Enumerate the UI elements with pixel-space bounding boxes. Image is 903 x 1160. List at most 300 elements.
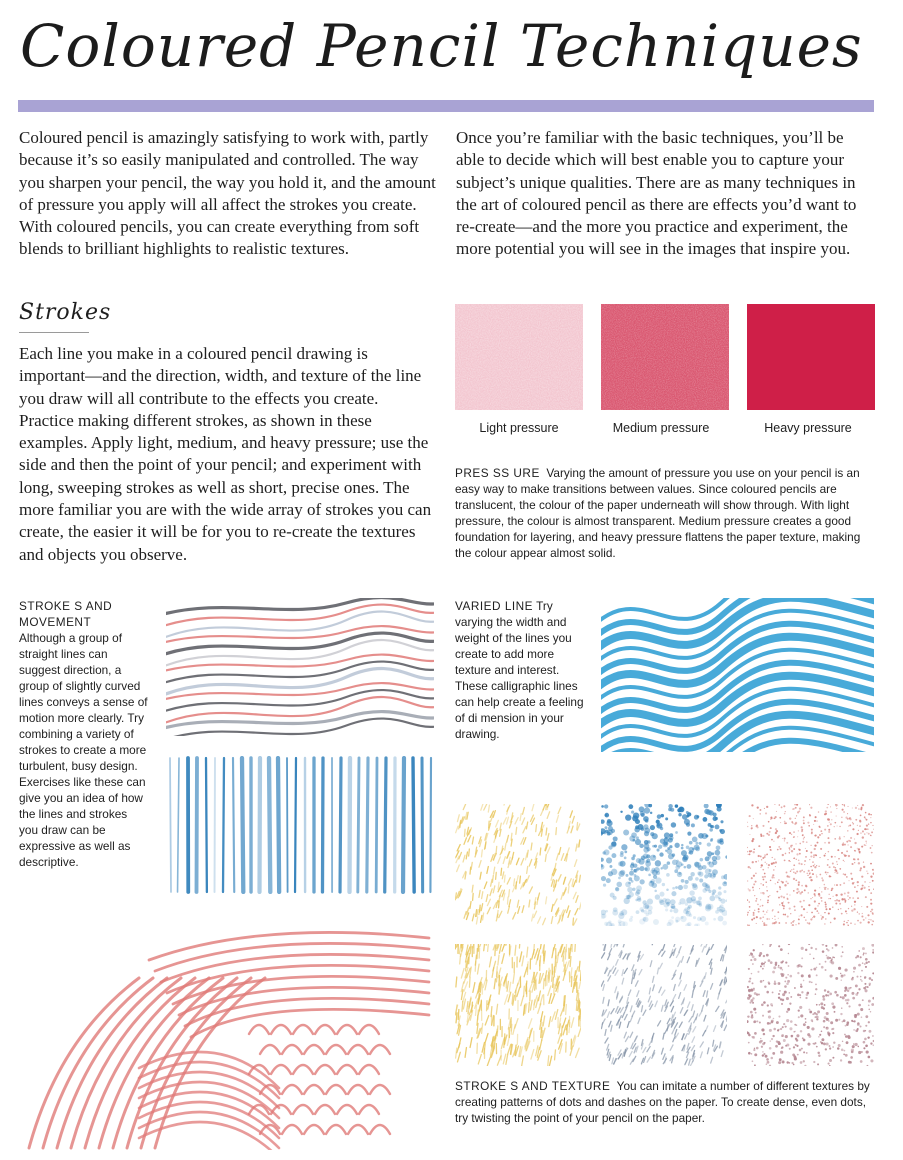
texture-dot xyxy=(869,977,872,980)
texture-dot xyxy=(749,815,751,817)
texture-dot xyxy=(665,817,668,820)
texture-dash xyxy=(603,985,605,991)
texture-dash xyxy=(678,961,680,966)
texture-dash xyxy=(661,1005,663,1011)
texture-dot xyxy=(855,819,857,821)
texture-dot xyxy=(635,899,638,902)
texture-dot xyxy=(780,822,781,823)
texture-dot xyxy=(867,1065,869,1066)
vertical-stroke xyxy=(170,758,171,892)
texture-dot xyxy=(822,879,824,881)
vertical-stroke xyxy=(376,758,377,892)
texture-dot xyxy=(804,917,805,918)
texture-dot xyxy=(773,922,775,924)
texture-dot xyxy=(839,903,841,905)
texture-dash xyxy=(710,963,711,969)
texture-dot xyxy=(836,806,837,807)
texture-dot xyxy=(821,833,823,835)
texture-dot xyxy=(793,1031,795,1033)
texture-dash xyxy=(482,892,483,899)
texture-dot xyxy=(778,965,779,966)
texture-dot xyxy=(623,829,629,835)
texture-dot xyxy=(835,1019,838,1022)
texture-dash xyxy=(632,965,634,971)
vertical-stroke xyxy=(196,758,197,892)
texture-dot xyxy=(801,947,804,950)
texture-dot xyxy=(664,837,667,840)
texture-dot xyxy=(804,864,805,865)
texture-dot xyxy=(633,854,636,857)
texture-dash xyxy=(483,913,484,920)
texture-dash xyxy=(607,1049,609,1055)
texture-dot xyxy=(824,923,826,925)
texture-dot xyxy=(849,1061,852,1064)
texture-dash xyxy=(470,867,471,874)
texture-dot xyxy=(805,885,807,887)
texture-dot xyxy=(694,815,699,820)
texture-dot xyxy=(718,916,724,922)
texture-dot xyxy=(814,1042,816,1044)
texture-dash xyxy=(624,1032,626,1038)
texture-dot xyxy=(710,839,713,842)
texture-dot xyxy=(801,869,803,871)
texture-dot xyxy=(867,986,869,988)
texture-dot xyxy=(796,1034,799,1037)
texture-dot xyxy=(865,812,867,814)
texture-dot xyxy=(772,857,773,858)
texture-dot xyxy=(840,996,842,998)
texture-dot xyxy=(671,906,674,909)
texture-dot xyxy=(666,902,670,906)
texture-dot xyxy=(758,993,760,995)
texture-dot xyxy=(803,838,804,839)
texture-dot xyxy=(873,1040,874,1042)
texture-dot xyxy=(841,913,843,915)
texture-dot xyxy=(695,877,699,881)
texture-dot xyxy=(711,825,714,828)
texture-dot xyxy=(842,996,845,999)
texture-dash xyxy=(688,1002,690,1008)
texture-dot xyxy=(667,848,673,854)
texture-dot xyxy=(620,851,624,855)
texture-dot xyxy=(629,871,634,876)
texture-dot xyxy=(769,831,771,833)
texture-dot xyxy=(796,859,797,860)
texture-dot xyxy=(789,849,790,850)
texture-dot xyxy=(669,845,672,848)
texture-dot xyxy=(609,865,612,868)
scallop-stroke xyxy=(315,1025,335,1034)
texture-dot xyxy=(707,842,711,846)
pressure-caption-text: Varying the amount of pressure you use on your pencil is an easy way to make transitions between values. Since coloured pencils are translucent, the colour of the paper underneath will show through. With light pressure, the colour is almost transparent. Medium pressure creates a good foundation for layering, and heavy pressure flattens the paper texture, making the colour appear almost solid. xyxy=(455,466,861,560)
texture-dot xyxy=(763,1042,765,1044)
texture-dot xyxy=(719,906,722,909)
texture-dot xyxy=(847,895,848,896)
texture-dot xyxy=(752,886,754,888)
texture-dot xyxy=(768,834,770,836)
texture-dot xyxy=(686,823,690,827)
texture-dot xyxy=(818,811,820,813)
texture-dot xyxy=(845,855,847,857)
texture-dot xyxy=(764,873,766,875)
texture-dot xyxy=(783,1023,785,1025)
texture-dot xyxy=(848,899,849,900)
texture-dot xyxy=(821,877,823,879)
swatch-light-image xyxy=(455,304,583,410)
texture-dot xyxy=(776,830,778,832)
texture-dot xyxy=(807,822,809,824)
texture-dot xyxy=(689,850,693,854)
texture-dot xyxy=(752,861,754,863)
texture-dot xyxy=(759,917,761,919)
texture-dot xyxy=(722,921,727,926)
texture-dot xyxy=(666,889,669,892)
scallop-stroke xyxy=(260,1045,280,1054)
texture-dot xyxy=(762,916,764,918)
texture-dash xyxy=(485,842,486,849)
scallop-stroke xyxy=(271,1025,291,1034)
texture-dot xyxy=(834,918,836,920)
texture-dash xyxy=(553,977,554,987)
texture-dash xyxy=(601,1023,602,1029)
texture-dot xyxy=(826,807,828,809)
texture-dot xyxy=(679,898,685,904)
texture-dot xyxy=(818,866,819,867)
texture-dot xyxy=(823,1026,825,1028)
texture-dot xyxy=(814,848,816,850)
texture-dot xyxy=(868,813,870,815)
texture-dash xyxy=(489,957,491,967)
texture-dash xyxy=(675,1030,677,1036)
texture-dash xyxy=(605,1030,606,1036)
texture-dash xyxy=(632,1011,635,1016)
vertical-stroke xyxy=(340,758,341,892)
texture-dot xyxy=(681,844,683,846)
texture-dash xyxy=(529,887,532,893)
texture-dot xyxy=(857,881,859,883)
texture-dot xyxy=(707,851,712,856)
texture-dot xyxy=(748,990,751,993)
texture-dash xyxy=(679,1022,682,1027)
texture-dot xyxy=(829,974,832,977)
vertical-stroke xyxy=(287,758,288,892)
texture-dot xyxy=(857,805,858,806)
texture-dash xyxy=(546,828,547,835)
texture-dot xyxy=(826,874,827,875)
texture-dash xyxy=(700,1052,702,1058)
texture-dot xyxy=(824,1004,826,1006)
texture-dot xyxy=(788,965,790,967)
texture-dot xyxy=(835,867,837,869)
vertical-stroke xyxy=(385,758,386,892)
texture-dot xyxy=(829,993,832,996)
texture-dash xyxy=(506,1055,508,1065)
texture-dot xyxy=(830,823,832,825)
texture-dot xyxy=(834,884,835,885)
texture-dot xyxy=(826,955,828,957)
texture-dash xyxy=(470,901,471,908)
texture-dash xyxy=(602,953,605,958)
texture-dot xyxy=(772,910,773,911)
texture-dot xyxy=(670,899,676,905)
texture-dot xyxy=(763,879,765,881)
texture-dot xyxy=(851,863,853,865)
texture-dot xyxy=(758,911,760,913)
texture-dot xyxy=(781,1060,784,1063)
texture-dot xyxy=(713,813,717,817)
texture-dash xyxy=(659,987,661,993)
texture-dash xyxy=(659,949,662,954)
texture-dot xyxy=(774,981,776,983)
texture-dash xyxy=(575,944,576,951)
texture-dot xyxy=(838,967,841,970)
texture-dot xyxy=(782,993,785,996)
texture-dot xyxy=(796,892,798,894)
texture-dot xyxy=(780,848,782,850)
texture-dash xyxy=(552,948,554,958)
texture-dot xyxy=(698,872,703,877)
texture-dot xyxy=(807,1033,810,1036)
texture-dot xyxy=(693,916,696,919)
texture-dash xyxy=(481,915,482,922)
texture-dot xyxy=(832,1006,835,1009)
texture-dot xyxy=(788,902,790,904)
texture-dot xyxy=(848,920,849,921)
texture-dot xyxy=(824,888,826,890)
texture-dash xyxy=(564,996,565,1006)
texture-dot xyxy=(747,847,748,848)
texture-dot xyxy=(700,858,704,862)
texture-dash xyxy=(650,961,652,967)
texture-dot xyxy=(779,835,780,836)
texture-dot xyxy=(748,1033,750,1035)
texture-dot xyxy=(625,814,631,820)
texture-dot xyxy=(752,1002,753,1003)
texture-dot xyxy=(753,914,755,916)
texture-dot xyxy=(616,882,622,888)
texture-dot xyxy=(755,861,757,863)
texture-dash xyxy=(608,954,610,960)
texture-dot xyxy=(803,871,805,873)
texture-dash xyxy=(549,1056,551,1066)
texture-dot xyxy=(866,825,867,826)
texture-dash xyxy=(538,893,540,900)
texture-dot xyxy=(810,855,812,857)
texture-dot xyxy=(681,847,684,850)
scallop-stroke xyxy=(337,1065,357,1074)
texture-dot xyxy=(870,847,872,849)
texture-dot xyxy=(793,868,795,870)
page-title: Coloured Pencil Techniques xyxy=(20,12,863,80)
texture-dash xyxy=(687,1043,689,1049)
texture-dot xyxy=(784,981,786,983)
texture-dot xyxy=(636,858,641,863)
scallop-stroke xyxy=(282,1045,302,1054)
texture-dot xyxy=(775,883,776,884)
texture-dot xyxy=(858,862,860,864)
texture-dot xyxy=(816,1046,818,1048)
texture-dot xyxy=(843,854,844,855)
texture-dot xyxy=(751,973,752,974)
texture-dash xyxy=(496,820,499,826)
texture-dot xyxy=(842,809,844,811)
texture-dot xyxy=(688,876,693,881)
texture-dash xyxy=(515,945,516,955)
texture-dot xyxy=(650,832,654,836)
texture-dot xyxy=(800,983,802,985)
texture-dot xyxy=(783,908,785,910)
texture-dash xyxy=(459,1038,461,1048)
texture-dot xyxy=(839,836,841,838)
texture-dot xyxy=(624,857,627,860)
texture-dot xyxy=(782,838,783,839)
texture-dot xyxy=(801,965,803,967)
texture-dot xyxy=(707,904,713,910)
texture-dot xyxy=(798,923,800,925)
texture-dot xyxy=(676,861,682,867)
texture-dot xyxy=(818,912,820,914)
texture-dot xyxy=(814,900,816,902)
texture-dot xyxy=(799,853,801,855)
texture-dot xyxy=(821,1006,824,1009)
texture-dot xyxy=(832,1057,834,1059)
texture-dot xyxy=(801,957,803,959)
texture-dot xyxy=(823,1042,826,1045)
texture-dot xyxy=(871,831,873,833)
texture-dash xyxy=(489,821,490,828)
texture-dot xyxy=(852,997,855,1000)
texture-dot xyxy=(840,955,842,957)
texture-dot xyxy=(627,887,633,893)
texture-dot xyxy=(758,860,759,861)
texture-dash xyxy=(609,1021,611,1027)
texture-dot xyxy=(791,922,793,924)
texture-dot xyxy=(705,856,710,861)
texture-dot xyxy=(847,892,849,894)
texture-dot xyxy=(827,994,829,996)
texture-dot xyxy=(781,902,783,904)
texture-dot xyxy=(753,988,755,990)
texture-dash xyxy=(578,1027,581,1037)
texture-dash xyxy=(692,992,693,998)
texture-dot xyxy=(850,1056,853,1059)
texture-dash xyxy=(523,826,526,832)
texture-dot xyxy=(857,911,858,912)
texture-dot xyxy=(631,880,634,883)
texture-dash xyxy=(534,911,537,917)
texture-dash xyxy=(691,1005,693,1011)
texture-dot xyxy=(766,954,769,957)
texture-dot xyxy=(768,896,770,898)
texture-dot xyxy=(837,1047,840,1050)
texture-dot xyxy=(706,884,710,888)
texture-dot xyxy=(751,1014,753,1016)
texture-dash xyxy=(522,956,524,966)
texture-dash xyxy=(629,1051,632,1056)
texture-dash xyxy=(632,978,633,984)
texture-dash xyxy=(522,1056,524,1066)
texture-dot xyxy=(773,1028,776,1031)
texture-dot xyxy=(839,826,840,827)
texture-dot xyxy=(712,892,715,895)
texture-dot xyxy=(655,860,661,866)
texture-dot xyxy=(653,919,659,925)
texture-dot xyxy=(677,872,682,877)
texture-dot xyxy=(766,833,768,835)
texture-dot xyxy=(663,898,667,902)
texture-dash xyxy=(576,844,577,851)
vertical-stroke xyxy=(413,758,414,892)
texture-dash xyxy=(711,984,713,990)
texture-dot xyxy=(857,1013,860,1016)
texture-dot xyxy=(861,846,863,848)
texture-dot xyxy=(604,922,608,926)
texture-dot xyxy=(802,834,804,836)
texture-dash xyxy=(706,944,708,947)
texture-dot xyxy=(837,864,838,865)
texture-dash xyxy=(558,1034,561,1044)
swatch-medium xyxy=(601,304,729,410)
texture-dash xyxy=(517,900,518,907)
texture-dot xyxy=(823,998,826,1001)
texture-dot xyxy=(786,982,789,985)
texture-dot xyxy=(816,1013,818,1015)
texture-dot xyxy=(825,969,827,971)
texture-dot xyxy=(715,850,721,856)
texture-dash xyxy=(638,1018,640,1024)
texture-dot xyxy=(859,869,861,871)
texture-dash xyxy=(501,868,502,875)
texture-dot xyxy=(872,880,874,882)
texture-dot xyxy=(785,1035,788,1038)
texture-dot xyxy=(768,864,770,866)
texture-dot xyxy=(775,1045,778,1048)
texture-dash xyxy=(575,860,577,867)
texture-dash xyxy=(714,1026,716,1032)
texture-dot xyxy=(867,1036,869,1038)
texture-dot xyxy=(827,825,829,827)
texture-dot xyxy=(858,913,860,915)
texture-dot xyxy=(841,1049,844,1052)
texture-dot xyxy=(787,980,790,983)
texture-dot xyxy=(675,920,678,923)
texture-dot xyxy=(690,872,694,876)
texture-dot xyxy=(799,843,801,845)
texture-dot xyxy=(860,979,862,981)
texture-dot xyxy=(791,1035,793,1037)
texture-dot xyxy=(780,1051,783,1054)
texture-dot xyxy=(856,891,858,893)
texture-dot xyxy=(827,872,828,873)
texture-dot xyxy=(831,819,832,820)
calligraphic-lines-image xyxy=(601,598,874,752)
texture-dot xyxy=(829,822,830,823)
texture-dot xyxy=(848,818,850,820)
scallop-stroke xyxy=(282,1085,302,1094)
texture-dot xyxy=(847,818,848,819)
texture-dash xyxy=(543,979,544,989)
texture-dot xyxy=(826,813,827,814)
texture-dot xyxy=(763,965,765,967)
texture-dash xyxy=(515,818,518,824)
vertical-stroke xyxy=(278,758,279,892)
texture-dot xyxy=(750,959,752,961)
texture-dot xyxy=(795,1044,797,1046)
texture-dot xyxy=(816,974,818,976)
texture-dot xyxy=(812,917,813,918)
texture-dot xyxy=(870,1042,872,1044)
texture-dot xyxy=(747,914,748,916)
